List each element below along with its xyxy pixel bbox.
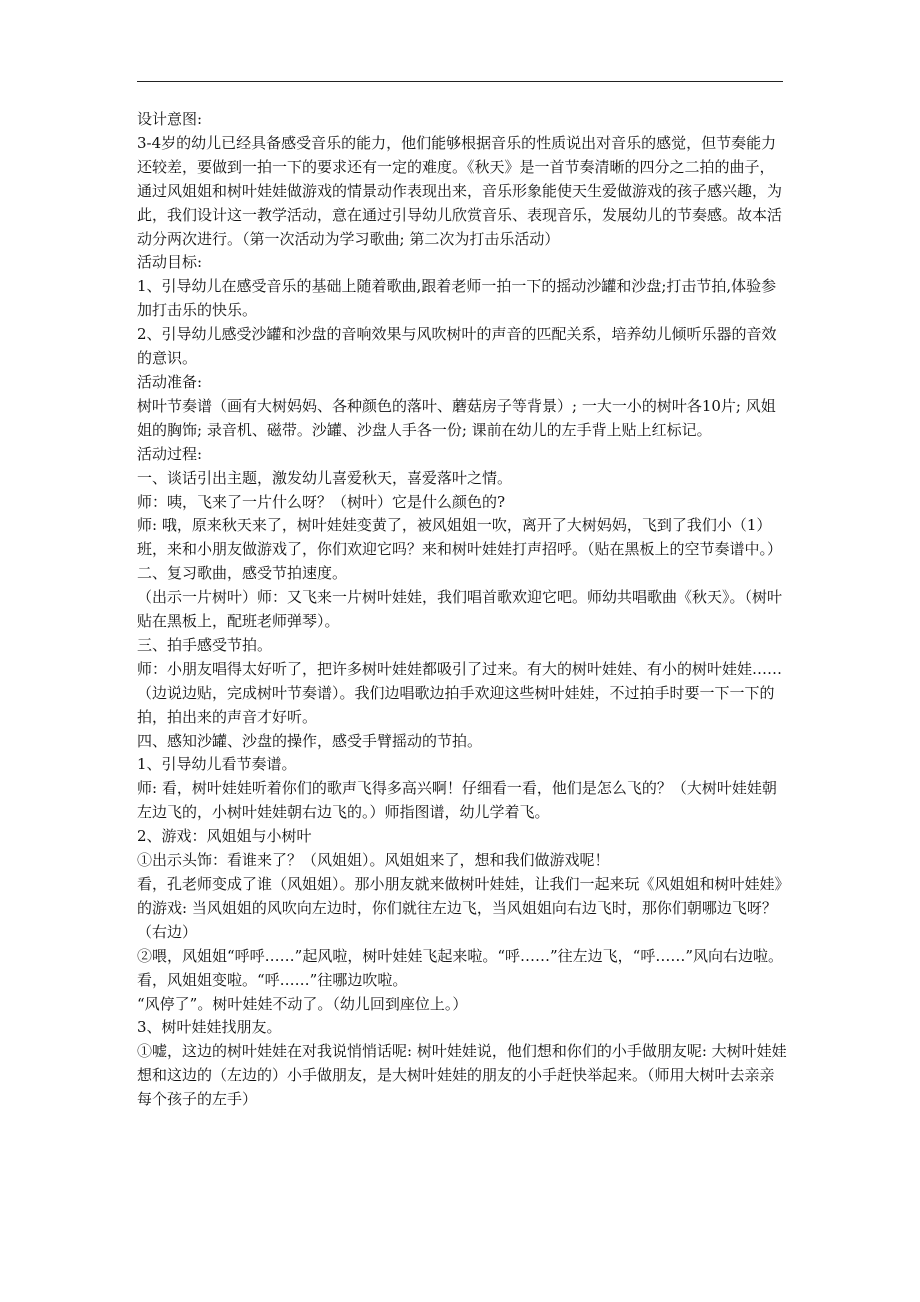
paragraph: ①嘘，这边的树叶娃娃在对我说悄悄话呢: 树叶娃娃说，他们想和你们的小手做朋友呢: 大树叶娃娃想和这边的（左边的）小手做朋友，是大树叶娃娃的朋友的小手赶快举起来。（师用大树叶去亲亲每个孩子的左手） [137,1042,787,1109]
section-heading: 活动过程: [137,444,203,463]
paragraph: 四、感知沙罐、沙盘的操作，感受手臂摇动的节拍。 [137,731,483,750]
paragraph: 二、复习歌曲，感受节拍速度。 [137,564,348,583]
paragraph: 3-4岁的幼儿已经具备感受音乐的能力，他们能够根据音乐的性质说出对音乐的感觉，但节奏能力还较差，要做到一拍一下的要求还有一定的难度。《秋天》是一首节奏清晰的四分之二拍的曲子，通过风姐姐和树叶娃娃做游戏的情景动作表现出来，音乐形象能使天生爱做游戏的孩子感兴趣，为此，我们设计这一教学活动，意在通过引导幼儿欣赏音乐、表现音乐，发展幼儿的节奏感。故本活动分两次进行。（第一次活动为学习歌曲; 第二次为打击乐活动） [137,133,783,248]
paragraph: 一、谈话引出主题，激发幼儿喜爱秋天，喜爱落叶之情。 [137,468,513,487]
section-heading: 活动目标: [137,253,203,272]
paragraph: 师：小朋友唱得太好听了，把许多树叶娃娃都吸引了过来。有大的树叶娃娃、有小的树叶娃娃……（边说边贴，完成树叶节奏谱）。我们边唱歌边拍手欢迎这些树叶娃娃，不过拍手时要一下一下的拍，拍出来的声音才好听。 [137,659,783,726]
paragraph: （出示一片树叶）师：又飞来一片树叶娃娃，我们唱首歌欢迎它吧。师幼共唱歌曲《秋天》。（树叶贴在黑板上，配班老师弹琴）。 [137,588,783,631]
header-rule [137,81,783,82]
paragraph: 树叶节奏谱（画有大树妈妈、各种颜色的落叶、蘑菇房子等背景）; 一大一小的树叶各10片; 风姐姐的胸饰; 录音机、磁带。沙罐、沙盘人手各一份; 课前在幼儿的左手背上贴上红标记。 [137,396,776,439]
document-body [137,108,787,1112]
paragraph: 2、引导幼儿感受沙罐和沙盘的音响效果与风吹树叶的声音的匹配关系，培养幼儿倾听乐器的音效的意识。 [137,325,777,368]
paragraph: ①出示头饰：看谁来了？（风姐姐）。风姐姐来了，想和我们做游戏呢！ [137,851,610,870]
paragraph: 看，孔老师变成了谁（风姐姐）。那小朋友就来做树叶娃娃，让我们一起来玩《风姐姐和树叶娃娃》的游戏: 当风姐姐的风吹向左边时，你们就往左边飞，当风姐姐向右边飞时，那你们朝哪边飞呀？（右边） [137,875,783,941]
paragraph: 1、引导幼儿看节奏谱。 [137,755,297,774]
paragraph: “风停了”。树叶娃娃不动了。（幼儿回到座位上。） [137,994,468,1013]
paragraph: 三、拍手感受节拍。 [137,635,273,654]
paragraph: 3、树叶娃娃找朋友。 [137,1018,282,1037]
paragraph: 看，风姐姐变啦。“呼……”往哪边吹啦。 [137,970,408,989]
paragraph: 师: 哦，原来秋天来了，树叶娃娃变黄了，被风姐姐一吹，离开了大树妈妈，飞到了我们小（1）班，来和小朋友做游戏了，你们欢迎它吗？来和树叶娃娃打声招呼。（贴在黑板上的空节奏谱中。） [137,516,783,559]
paragraph: 2、游戏：风姐姐与小树叶 [137,827,312,846]
section-heading: 活动准备: [137,372,203,391]
section-heading: 设计意图: [137,110,203,128]
paragraph: ②喂，风姐姐“呼呼……”起风啦，树叶娃娃飞起来啦。“呼……”往左边飞，“呼……”风向右边啦。 [137,946,784,965]
paragraph: 师: 看，树叶娃娃听着你们的歌声飞得多高兴啊！仔细看一看，他们是怎么飞的？（大树叶娃娃朝左边飞的，小树叶娃娃朝右边飞的。）师指图谱，幼儿学着飞。 [137,779,777,822]
paragraph: 师：咦，飞来了一片什么呀？（树叶）它是什么颜色的? [137,492,506,511]
paragraph: 1、引导幼儿在感受音乐的基础上随着歌曲,跟着老师一拍一下的摇动沙罐和沙盘;打击节拍,体验参加打击乐的快乐。 [137,277,777,320]
